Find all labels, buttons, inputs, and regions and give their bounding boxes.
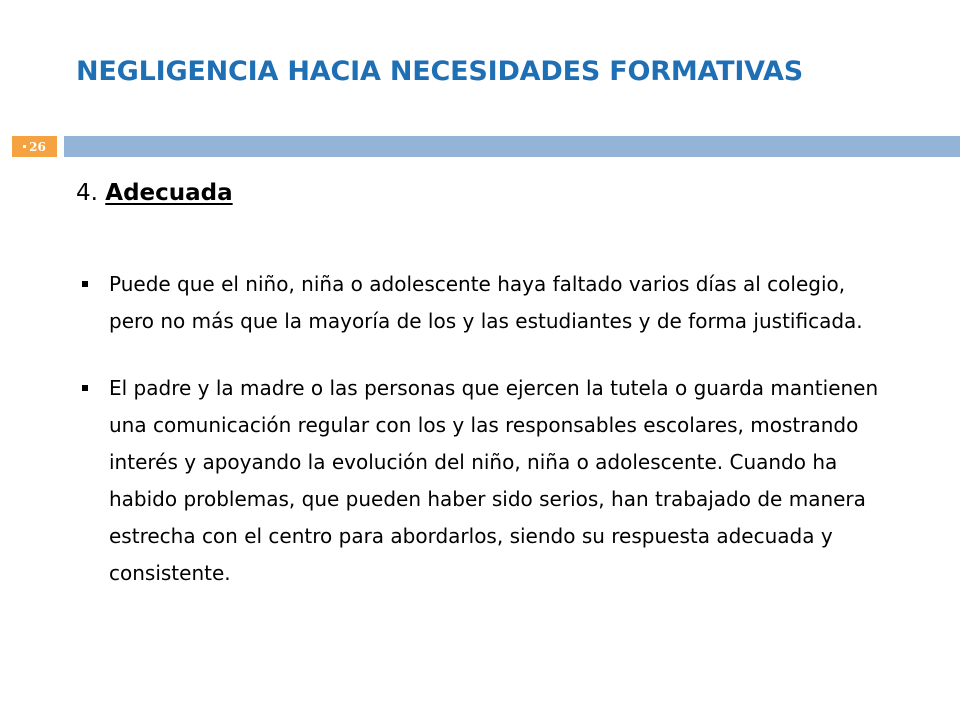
section-heading-label: Adecuada (105, 180, 233, 206)
square-bullet-icon (82, 385, 88, 391)
slide-number: 26 (23, 140, 46, 154)
slide-number-badge (12, 136, 57, 157)
section-heading (76, 180, 233, 206)
bullet-list (76, 266, 896, 622)
list-item (76, 266, 896, 340)
list-item (76, 370, 896, 592)
bullet-text: El padre y la madre o las personas que ejercen la tutela o guarda mantienen una comunicación regular con los y las responsables escolares, mostrando interés y apoyando la evolución del niño, niña o adolescente. Cuando ha habido problemas, que pueden haber sido serios, han trabajado de manera estrecha con el centro para abordarlos, siendo su respuesta adecuada y consistente. (109, 376, 879, 585)
slide-title: NEGLIGENCIA HACIA NECESIDADES FORMATIVAS (76, 56, 803, 87)
bullet-text: Puede que el niño, niña o adolescente haya faltado varios días al colegio, pero no más que la mayoría de los y las estudiantes y de forma justificada. (109, 272, 863, 333)
title-divider-bar (64, 136, 960, 157)
section-heading-number: 4. (76, 180, 106, 206)
square-bullet-icon (82, 281, 88, 287)
